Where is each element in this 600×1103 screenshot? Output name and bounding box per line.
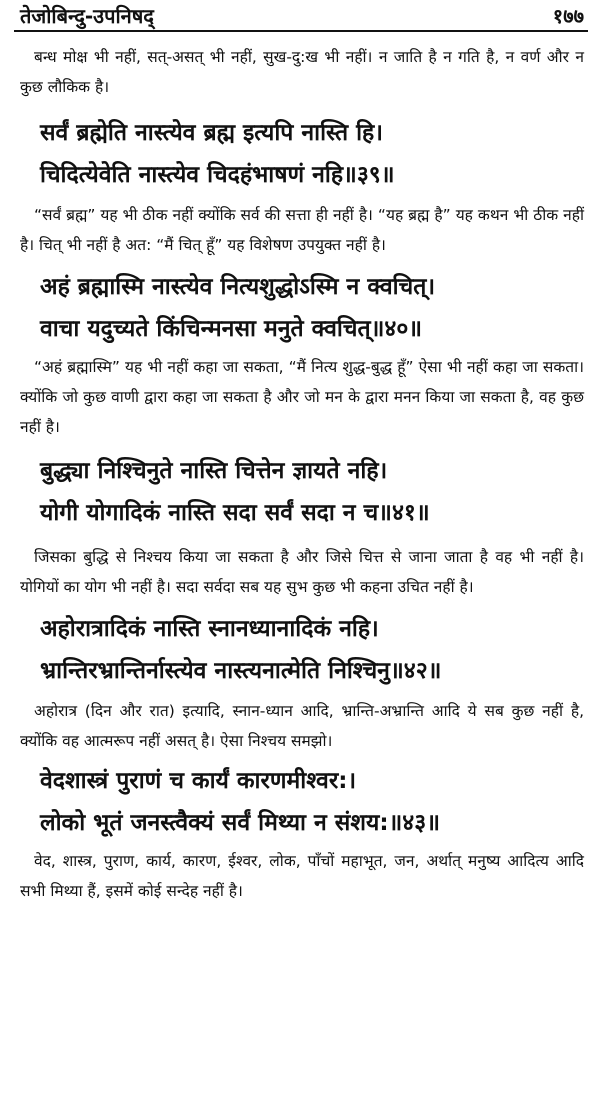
header-rule	[14, 30, 588, 32]
page-number: १७७	[552, 4, 584, 28]
verse-line: चिदित्येवेति नास्त्येव चिदहंभाषणं नहि॥३९॥	[40, 162, 395, 188]
verse-line: वाचा यदुच्यते किंचिन्मनसा मनुते क्वचित्॥४०॥	[40, 316, 423, 342]
verse-line: अहोरात्रादिकं नास्ति स्नानध्यानादिकं नहि।	[40, 616, 379, 642]
verse-43	[14, 760, 588, 844]
translation-paragraph: बन्ध मोक्ष भी नहीं, सत्-असत् भी नहीं, सुख-दु:ख भी नहीं। न जाति है न गति है, न वर्ण और न कुछ लौकिक है।	[20, 48, 584, 96]
verse-line: भ्रान्तिरभ्रान्तिर्नास्त्येव नास्त्यनात्मेति निश्चिनु॥४२॥	[40, 658, 442, 684]
translation-paragraph: जिसका बुद्धि से निश्चय किया जा सकता है और जिसे चित्त से जाना जाता है वह भी नहीं है। योगियों का योग भी नहीं है। सदा सर्वदा सब यह सुभ कुछ भी कहना उचित नहीं है।	[20, 548, 584, 596]
verse-42	[14, 608, 588, 692]
page-header	[14, 0, 588, 28]
translation-paragraph: अहोरात्र (दिन और रात) इत्यादि, स्नान-ध्यान आदि, भ्रान्ति-अभ्रान्ति आदि ये सब कुछ नहीं है, क्योंकि वह आत्मरूप नहीं असत् है। ऐसा निश्चय समझो।	[20, 702, 584, 750]
verse-line: बुद्ध्या निश्चिनुते नास्ति चित्तेन ज्ञायते नहि।	[40, 458, 388, 484]
verse-line: अहं ब्रह्मास्मि नास्त्येव नित्यशुद्धोऽस्मि न क्वचित्।	[40, 274, 436, 300]
running-title: तेजोबिन्दु-उपनिषद्	[20, 4, 154, 28]
verse-line: योगी योगादिकं नास्ति सदा सर्वं सदा न च॥४१॥	[40, 500, 430, 526]
verse-line: लोको भूतं जनस्त्वैक्यं सर्वं मिथ्या न संशय:॥४३॥	[40, 810, 440, 836]
translation-paragraph: “अहं ब्रह्मास्मि” यह भी नहीं कहा जा सकता, “मैं नित्य शुद्ध-बुद्ध हूँ” ऐसा भी नहीं कहा जा सकता। क्योंकि जो कुछ वाणी द्वारा कहा जा सकता है और जो मन के द्वारा मनन किया जा सकता है, वह कुछ नहीं है।	[20, 358, 584, 436]
verse-39	[14, 112, 588, 196]
verse-line: वेदशास्त्रं पुराणं च कार्यं कारणमीश्वर:।	[40, 768, 357, 794]
verse-40	[14, 266, 588, 350]
translation-paragraph: “सर्वं ब्रह्म” यह भी ठीक नहीं क्योंकि सर्व की सत्ता ही नहीं है। “यह ब्रह्म है” यह कथन भी ठीक नहीं है। चित् भी नहीं है अत: “मैं चित् हूँ” यह विशेषण उपयुक्त नहीं है।	[20, 206, 584, 254]
verse-41	[14, 450, 588, 534]
verse-line: सर्वं ब्रह्मेति नास्त्येव ब्रह्म इत्यपि नास्ति हि।	[40, 120, 383, 146]
translation-paragraph: वेद, शास्त्र, पुराण, कार्य, कारण, ईश्वर, लोक, पाँचों महाभूत, जन, अर्थात् मनुष्य आदित्य आदि सभी मिथ्या हैं, इसमें कोई सन्देह नहीं है।	[20, 852, 584, 900]
